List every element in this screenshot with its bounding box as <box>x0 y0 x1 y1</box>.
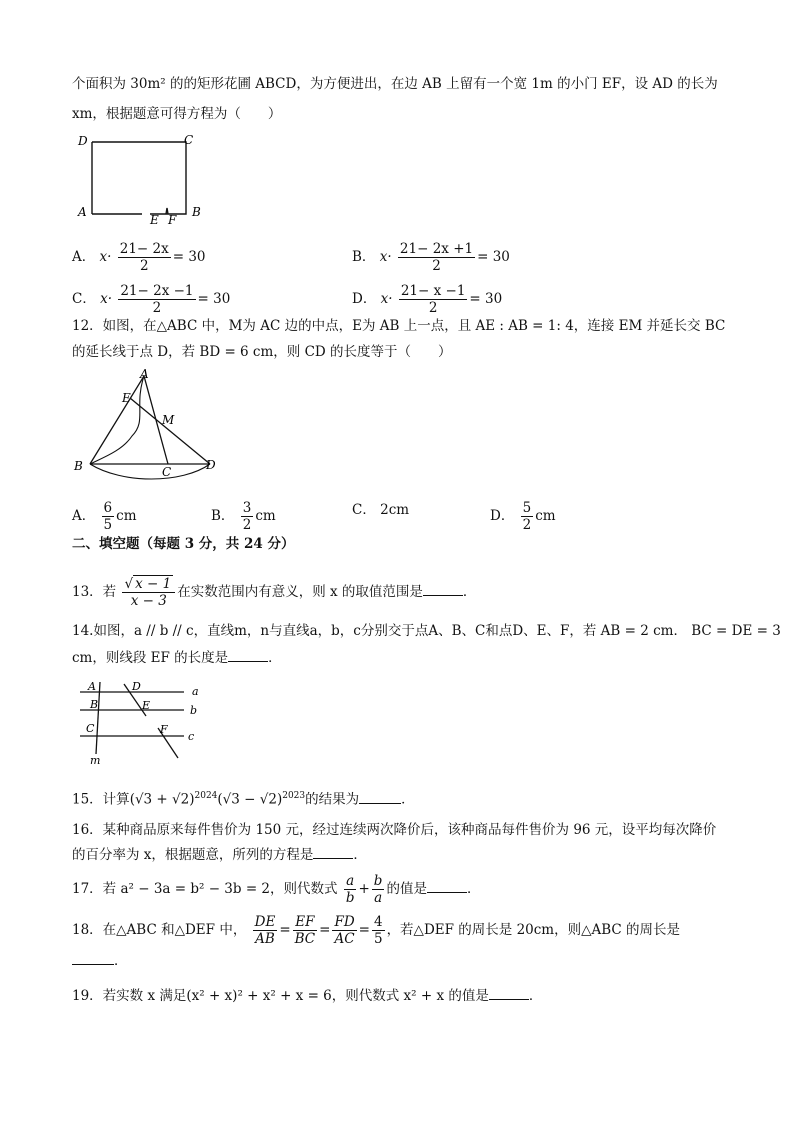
q16-line2: 的百分率为 x，根据题意，所列的方程是 ． <box>72 844 367 865</box>
q11-label-F: F <box>168 213 177 225</box>
q14-label-C: C <box>86 722 95 735</box>
q18: 18．在△ABC 和△DEF 中， $\frac{DE}{AB}$ = $\frac{EF}{BC}$ = $\frac{FD}{AC}$ = $\frac{4}{5}$ ，若△DEF 的周长是 20cm，则△ABC 的周长是 <box>72 914 681 947</box>
q14-label-A: A <box>88 680 96 693</box>
q15: 15．计算$(√3 + √2)^{2024}(√3 - √2)^{2023}$的结果为 ． <box>72 786 415 810</box>
q17-answer-blank <box>427 878 467 893</box>
q12-label-E: E <box>122 391 131 405</box>
q14-label-E: E <box>142 699 151 712</box>
q19-answer-blank <box>489 985 529 1000</box>
q14-label-c: c <box>188 730 195 743</box>
q12-label-M: M <box>162 413 175 427</box>
q12-option-c: C． 2cm <box>352 502 410 518</box>
q11-line1: 个面积为 30m² 的的矩形花圃 ABCD，为方便进出，在边 AB 上留有一个宽 1m 的小门 EF，设 AD 的长为 <box>72 76 718 92</box>
q14-label-a: a <box>192 685 199 698</box>
q16-answer-blank <box>313 844 353 859</box>
q13-answer-blank <box>423 581 463 596</box>
q14-line1: 14.如图，a // b // c，直线m，n与直线a，b，c分别交于点A、B、C和点D、E、F，若 AB = 2 cm． BC = DE = 3 <box>72 623 781 639</box>
section-2-heading: 二、填空题（每题 3 分，共 24 分） <box>72 536 295 552</box>
q14-label-D: D <box>132 680 141 693</box>
q14-answer-blank <box>228 647 268 662</box>
q11-option-a: A． x· $\frac{21- 2x}{2}$ = 30 <box>72 241 206 274</box>
q12-label-B: B <box>74 459 83 473</box>
q11-label-C: C <box>184 133 194 147</box>
q11-option-d: D． x· $\frac{21- x -1}{2}$ = 30 <box>352 283 503 316</box>
q12-triangle-figure <box>72 366 232 486</box>
q12-option-d: D． $\frac{5}{2}$ cm <box>490 500 556 533</box>
q12-label-C: C <box>162 465 172 479</box>
q14-label-B: B <box>90 698 99 711</box>
q11-label-D: D <box>78 134 88 148</box>
q12-label-D: D <box>206 458 216 472</box>
q12-option-b: B． $\frac{3}{2}$ cm <box>211 500 276 533</box>
q15-answer-blank <box>359 789 401 804</box>
q18-line2: ． <box>72 950 128 971</box>
q11-label-E: E <box>150 213 159 225</box>
q11-line2: xm，根据题意可得方程为（ ） <box>72 106 282 122</box>
q17: 17．若 a² − 3a = b² − 3b = 2，则代数式 $\frac{a}{b}$ + $\frac{b}{a}$ 的值是 ． <box>72 873 481 906</box>
q14-label-b: b <box>190 704 198 717</box>
q12-option-a: A． $\frac{6}{5}$ cm <box>72 500 137 533</box>
q12-line2: 的延长线于点 D，若 BD = 6 cm，则 CD 的长度等于（ ） <box>72 344 452 360</box>
q14-label-m: m <box>90 754 101 766</box>
q18-answer-blank <box>72 950 114 965</box>
q11-option-c: C． x· $\frac{21- 2x -1}{2}$ = 30 <box>72 283 231 316</box>
q12-line1: 12．如图，在△ABC 中，M为 AC 边的中点，E为 AB 上一点，且 AE : AB = 1: 4，连接 EM 并延长交 BC <box>72 318 726 334</box>
q14-label-F: F <box>160 723 168 736</box>
q12-label-A: A <box>140 367 149 381</box>
q11-label-B: B <box>192 205 201 219</box>
q11-option-b: B． x· $\frac{21- 2x +1}{2}$ = 30 <box>352 241 510 274</box>
q11-rectangle-figure <box>72 130 222 225</box>
q14-parallel-lines-figure <box>72 678 212 766</box>
q11-label-A: A <box>78 205 87 219</box>
q14-line2: cm，则线段 EF 的长度是 ． <box>72 647 282 668</box>
q13: 13．若 $\frac{√ x - 1}{x - 3}$ 在实数范围内有意义，则 x 的取值范围是 ． <box>72 576 477 609</box>
q16-line1: 16．某种商品原来每件售价为 150 元，经过连续两次降价后，该种商品每件售价为 96 元，设平均每次降价 <box>72 822 717 838</box>
q19: 19．若实数 x 满足(x² + x)² + x² + x = 6，则代数式 x² + x 的值是 ． <box>72 985 542 1006</box>
